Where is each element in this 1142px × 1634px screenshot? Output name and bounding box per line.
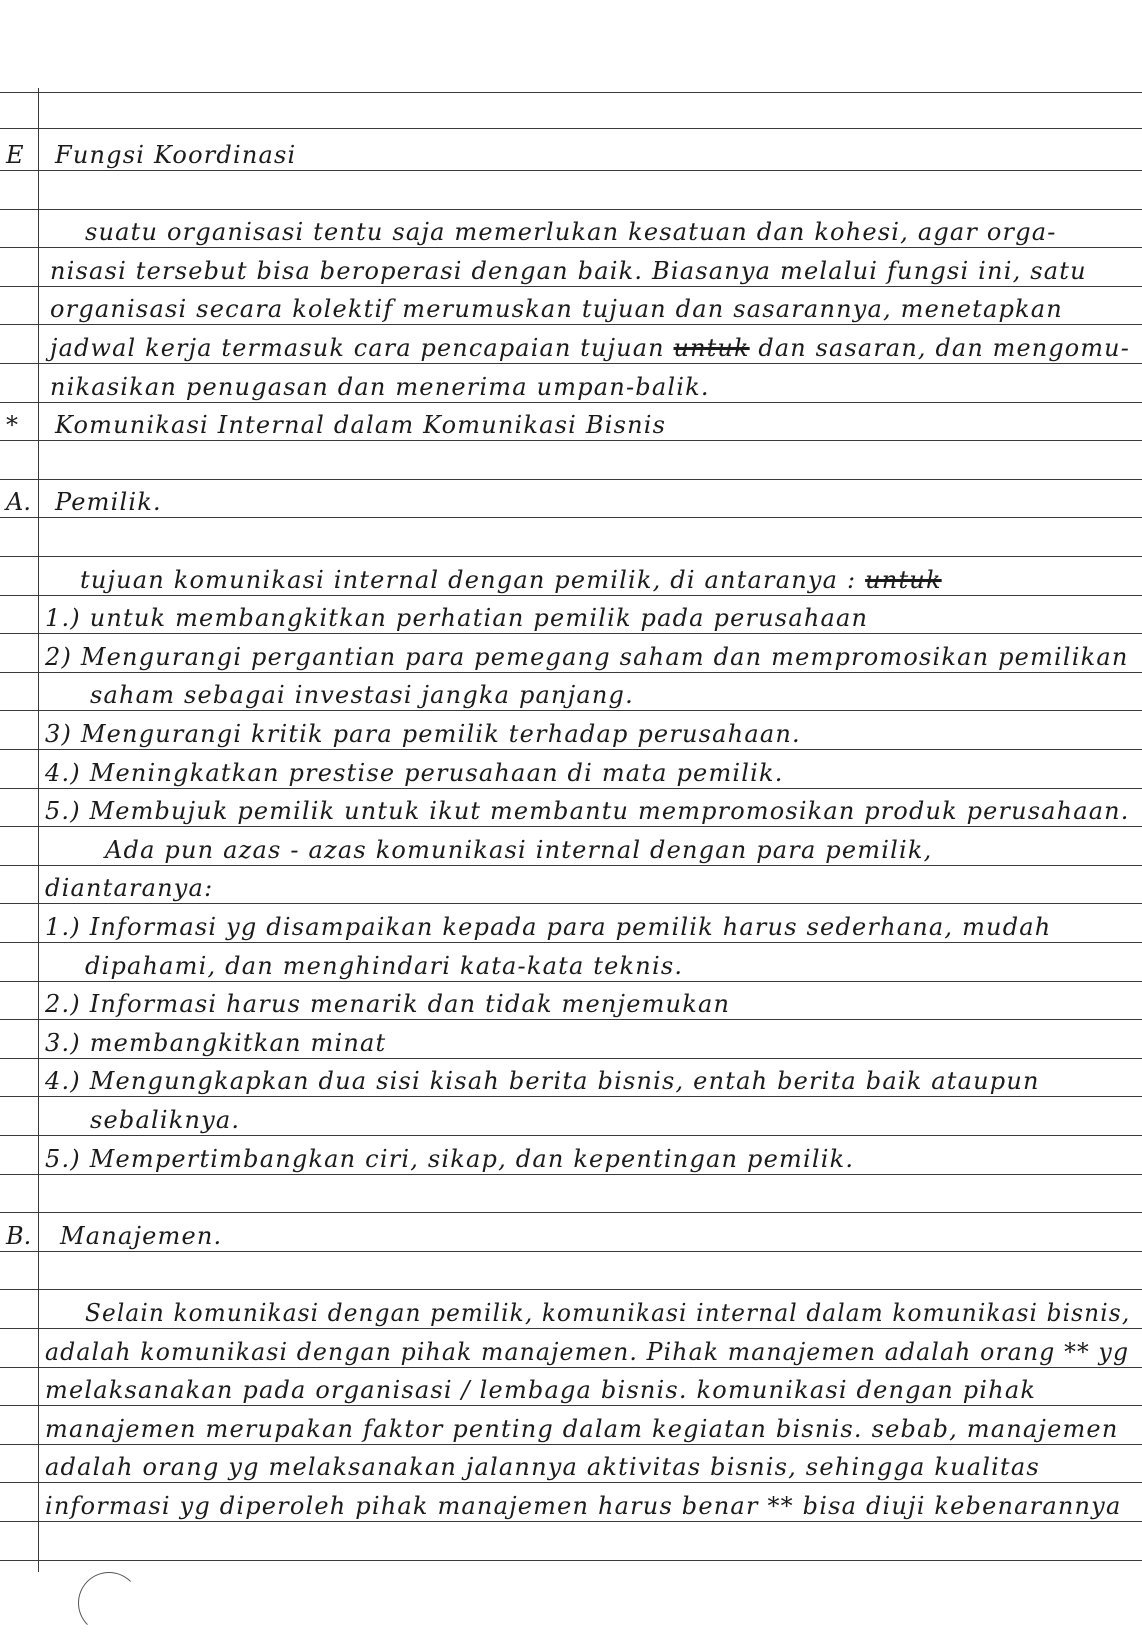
note-line — [45, 642, 1129, 672]
note-text: 4.) Mengungkapkan dua sisi kisah berita bisnis, entah berita baik ataupun — [45, 1067, 1040, 1096]
note-text: 2) Mengurangi pergantian para pemegang saham dan mempromosikan pemilikan — [45, 642, 1129, 671]
crossed-out-word: untuk — [673, 334, 750, 362]
ruled-line — [0, 1019, 1142, 1020]
note-text: nisasi tersebut bisa beroperasi dengan baik. Biasanya melalui fungsi ini, satu — [50, 256, 1087, 285]
note-text: organisasi secara kolektif merumuskan tujuan dan sasarannya, menetapkan — [50, 295, 1063, 324]
ruled-line — [0, 247, 1142, 248]
note-text: Selain komunikasi dengan pemilik, komunikasi internal dalam komunikasi bisnis, — [85, 1299, 1131, 1327]
note-line — [85, 217, 1057, 247]
ruled-line — [0, 1058, 1142, 1059]
note-text: Ada pun azas - azas komunikasi internal dengan para pemilik, — [105, 835, 933, 864]
note-line — [50, 256, 1087, 286]
ruled-line — [0, 1482, 1142, 1483]
note-text: jadwal kerja termasuk cara pencapaian tujuan — [50, 334, 665, 362]
ruled-line — [0, 209, 1142, 210]
ruled-line — [0, 1444, 1142, 1445]
note-line — [45, 1491, 1121, 1521]
crossed-out-word: untuk — [865, 565, 942, 594]
ruled-line — [0, 1135, 1142, 1136]
note-text-continued: dan sasaran, dan mengomu- — [749, 334, 1130, 362]
note-line — [55, 487, 162, 517]
section-marker: A. — [6, 488, 31, 517]
ruled-line — [0, 479, 1142, 480]
note-text: nikasikan penugasan dan menerima umpan-balik. — [50, 372, 710, 401]
note-text: 2.) Informasi harus menarik dan tidak menjemukan — [45, 990, 731, 1019]
note-text: Manajemen. — [60, 1221, 223, 1250]
ruled-line — [0, 1367, 1142, 1368]
note-line — [45, 1144, 854, 1174]
note-line — [50, 333, 1130, 363]
ruled-line — [0, 363, 1142, 364]
ruled-line — [0, 402, 1142, 403]
ruled-line — [0, 710, 1142, 711]
left-margin-line — [38, 88, 39, 1572]
note-line — [55, 410, 666, 440]
note-line — [45, 719, 801, 749]
note-line — [90, 1105, 240, 1135]
note-line — [45, 989, 730, 1019]
ruled-line — [0, 517, 1142, 518]
note-line — [50, 372, 710, 402]
ruled-line — [0, 942, 1142, 943]
note-line — [45, 758, 784, 788]
section-marker: * — [6, 411, 18, 440]
note-text: suatu organisasi tentu saja memerlukan kesatuan dan kohesi, agar orga- — [85, 218, 1057, 247]
note-text: melaksanakan pada organisasi / lembaga bisnis. komunikasi dengan pihak — [45, 1376, 1037, 1405]
ruled-line — [0, 324, 1142, 325]
note-text: 1.) Informasi yg disampaikan kepada para pemilik harus sederhana, mudah — [45, 913, 1052, 941]
note-text: diantaranya: — [45, 874, 214, 903]
note-line — [80, 565, 942, 595]
ruled-line — [0, 903, 1142, 904]
note-line — [55, 140, 296, 170]
ruled-line — [0, 749, 1142, 750]
note-text: 5.) Membujuk pemilik untuk ikut membantu mempromosikan produk perusahaan. — [45, 797, 1130, 826]
ruled-line — [0, 1289, 1142, 1290]
note-text: adalah orang yg melaksanakan jalannya aktivitas bisnis, sehingga kualitas — [45, 1453, 1040, 1482]
ruled-line — [0, 981, 1142, 982]
note-line — [45, 1452, 1040, 1482]
ruled-line — [0, 92, 1142, 93]
note-text: saham sebagai investasi jangka panjang. — [90, 681, 634, 710]
note-text: 5.) Mempertimbangkan ciri, sikap, dan kepentingan pemilik. — [45, 1144, 855, 1173]
section-marker: E — [6, 141, 24, 169]
note-line — [45, 1414, 1119, 1444]
note-text: informasi yg diperoleh pihak manajemen harus benar ** bisa diuji kebenarannya — [45, 1492, 1122, 1520]
ruled-line — [0, 826, 1142, 827]
note-text: Komunikasi Internal dalam Komunikasi Bisnis — [55, 411, 667, 440]
section-marker: B. — [6, 1221, 32, 1250]
note-line — [45, 603, 868, 633]
note-line — [45, 1337, 1129, 1367]
note-text: 1.) untuk membangkitkan perhatian pemilik pada perusahaan — [45, 604, 869, 633]
note-text: Fungsi Koordinasi — [55, 141, 297, 169]
ruled-line — [0, 1405, 1142, 1406]
note-text: manajemen merupakan faktor penting dalam kegiatan bisnis. sebab, manajemen — [45, 1414, 1119, 1443]
note-line — [45, 1375, 1036, 1405]
note-text: 3.) membangkitkan minat — [45, 1028, 387, 1057]
note-line — [45, 912, 1051, 942]
ruled-line — [0, 1251, 1142, 1252]
ruled-line — [0, 128, 1142, 129]
ruled-line — [0, 1096, 1142, 1097]
note-line — [45, 1066, 1040, 1096]
note-line — [45, 796, 1130, 826]
ruled-line — [0, 595, 1142, 596]
ruled-line — [0, 1212, 1142, 1213]
ruled-line — [0, 1328, 1142, 1329]
ruled-line — [0, 1521, 1142, 1522]
note-text: 4.) Meningkatkan prestise perusahaan di mata pemilik. — [45, 758, 784, 787]
note-text: 3) Mengurangi kritik para pemilik terhadap perusahaan. — [45, 720, 801, 748]
note-text: adalah komunikasi dengan pihak manajemen. Pihak manajemen adalah orang ** yg — [45, 1337, 1130, 1366]
note-line — [50, 294, 1063, 324]
ruled-line — [0, 633, 1142, 634]
ruled-line — [0, 556, 1142, 557]
note-line — [85, 951, 683, 981]
ruled-line — [0, 440, 1142, 441]
note-line — [90, 680, 634, 710]
note-line — [60, 1221, 222, 1251]
ruled-line — [0, 672, 1142, 673]
ruled-line — [0, 170, 1142, 171]
note-text: sebaliknya. — [90, 1106, 241, 1134]
page-edge-mark — [78, 1572, 140, 1634]
note-line — [85, 1298, 1130, 1328]
note-text: Pemilik. — [55, 488, 162, 517]
ruled-line — [0, 286, 1142, 287]
ruled-line — [0, 788, 1142, 789]
note-line — [45, 873, 213, 903]
ruled-line — [0, 1174, 1142, 1175]
note-line — [105, 835, 932, 865]
note-text: dipahami, dan menghindari kata-kata teknis. — [85, 951, 684, 980]
ruled-line — [0, 1560, 1142, 1561]
note-text: tujuan komunikasi internal dengan pemilik, di antaranya : — [80, 565, 857, 594]
ruled-line — [0, 865, 1142, 866]
note-line — [45, 1028, 386, 1058]
